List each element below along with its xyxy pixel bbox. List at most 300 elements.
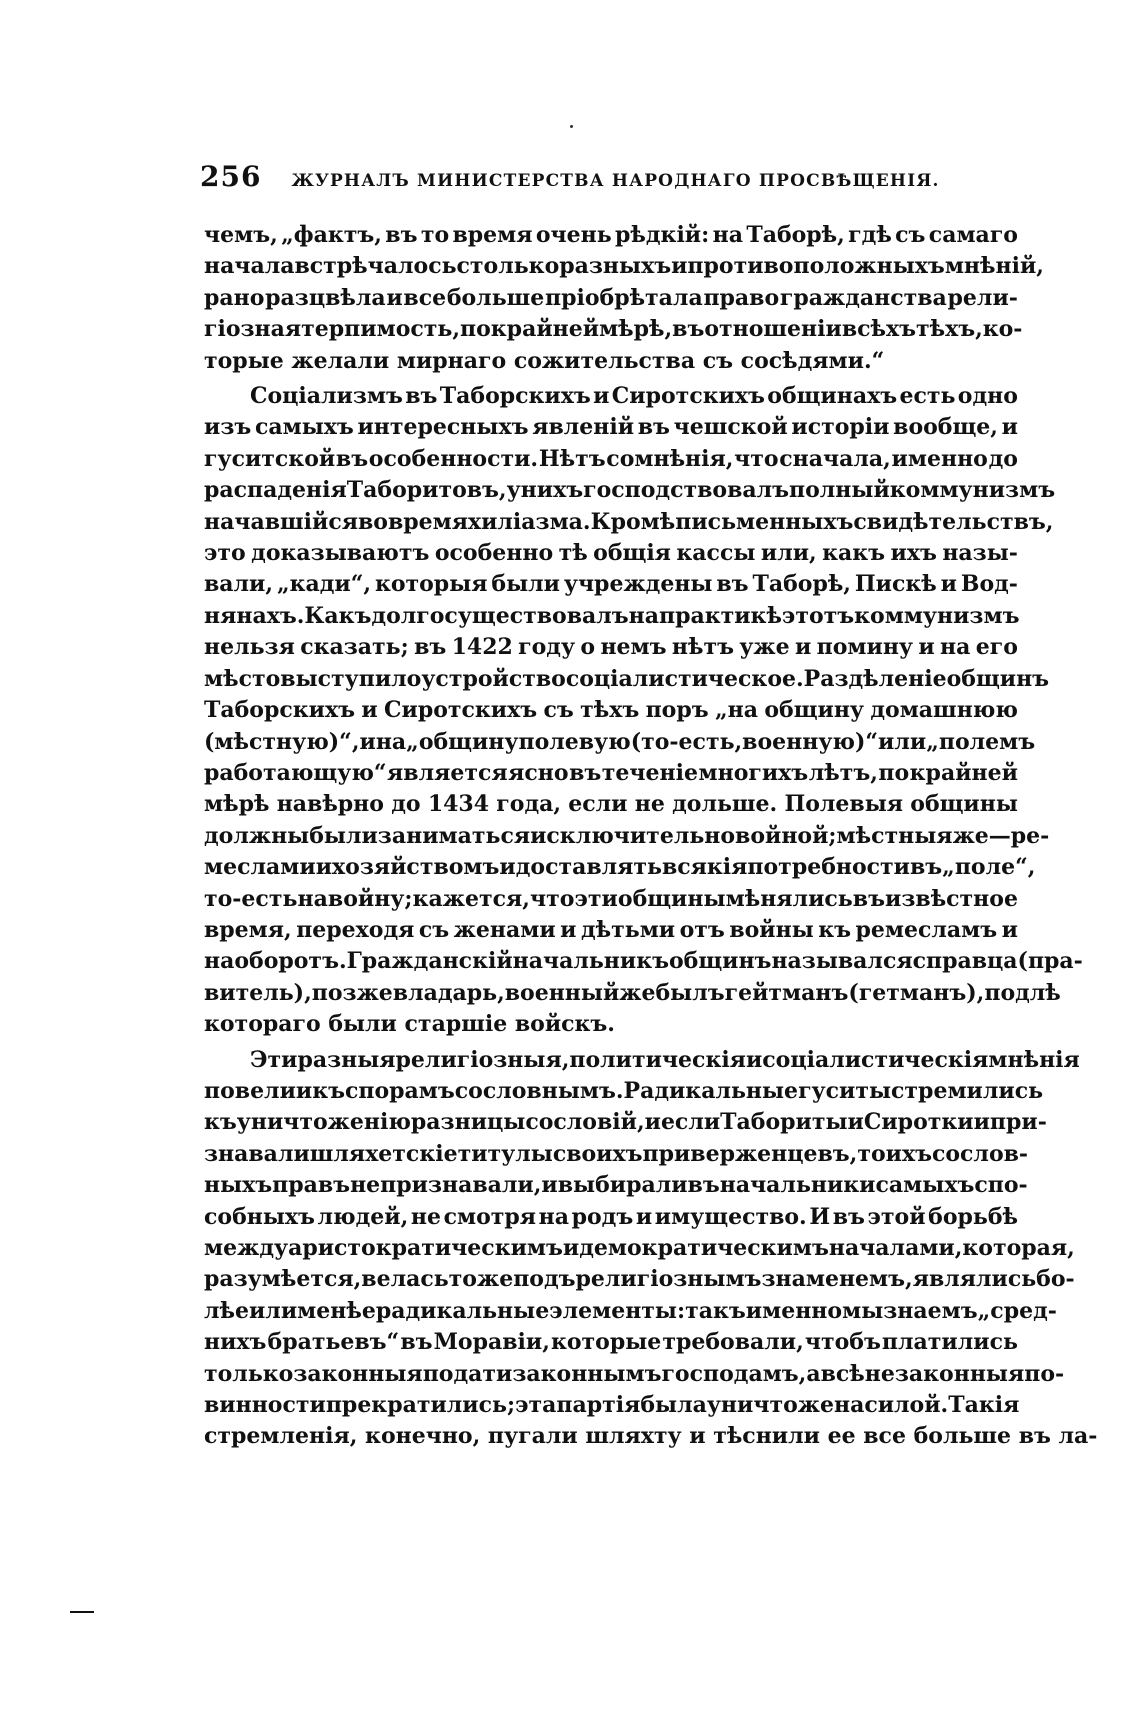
word: владарь, (392, 979, 505, 1006)
word: Нѣтъ (538, 445, 606, 472)
word: были (491, 571, 560, 598)
word: чешской (673, 414, 788, 441)
word: съ (418, 916, 450, 943)
word: вообще, (893, 414, 998, 441)
word: особенно (434, 540, 554, 567)
word: (то-есть, (630, 728, 743, 755)
word: 1422 (451, 634, 513, 661)
word: въ (672, 316, 705, 343)
word: потребности (747, 854, 910, 881)
word: если (568, 791, 628, 818)
word: полный (789, 477, 890, 504)
word: соціалистическое. (565, 665, 804, 692)
word: во (357, 508, 388, 535)
text-line (204, 821, 1050, 852)
word: время (452, 222, 533, 248)
word: года, (496, 791, 562, 818)
word: на (712, 222, 743, 248)
word: кажется, (412, 885, 530, 912)
word: заниматься (377, 822, 531, 849)
word: работающую“ (204, 759, 387, 786)
text-line (204, 789, 1018, 820)
word: (гетманъ), (848, 979, 985, 1006)
word: сослов- (931, 1140, 1029, 1167)
word: имущество. (654, 1203, 807, 1230)
word: военную)“ (742, 728, 879, 755)
word: является (387, 759, 508, 786)
word: политическія (569, 1046, 746, 1073)
word: мѣнялись (725, 885, 853, 912)
word: ре- (1010, 822, 1050, 849)
word: меслами (204, 854, 316, 881)
word: вали, (204, 571, 274, 598)
text-line (204, 283, 1018, 314)
word: хозяйствомъ (332, 854, 500, 881)
word: знаемъ (883, 1297, 978, 1324)
word: господамъ, (661, 1360, 807, 1387)
word: позже (311, 979, 393, 1006)
word: гуситской (204, 445, 336, 472)
word: правъ (272, 1172, 351, 1199)
word: общинъ (668, 948, 772, 975)
word: у (506, 477, 521, 504)
word: до (391, 791, 421, 818)
word: дѣтьми (581, 916, 676, 943)
word: Сиротскихъ (384, 697, 538, 724)
word: нельзя (204, 634, 295, 661)
text-line (204, 538, 1018, 569)
word: чтобъ (804, 1329, 881, 1356)
word: и (918, 634, 935, 661)
text-line (204, 507, 1054, 538)
word: чемъ, (204, 222, 278, 248)
word: не (634, 791, 665, 818)
word: что (529, 885, 575, 912)
word: въ (687, 1172, 720, 1199)
word: „кади“, (276, 571, 372, 598)
word: то (857, 1140, 886, 1167)
word: которыя (374, 571, 488, 598)
word: Моравіи, (433, 1329, 550, 1356)
word: демократическимъ (579, 1235, 829, 1261)
word: прекратились; (325, 1392, 516, 1419)
word: и (315, 854, 333, 881)
word: ихъ (890, 540, 937, 567)
word: разныя (297, 1046, 396, 1073)
word: требовали, (662, 1329, 804, 1356)
word: начальникъ (512, 948, 669, 975)
word: противоположныхъ (687, 253, 945, 280)
text-line (204, 1045, 1080, 1076)
word: и (671, 253, 688, 280)
word: письменныхъ (675, 508, 854, 535)
word: изъ (204, 414, 252, 441)
word: и (644, 1109, 661, 1136)
word: въ (852, 885, 885, 912)
word: извѣстное (885, 885, 1018, 912)
word: Таборѣ, (752, 571, 851, 598)
word: лѣтъ, (808, 759, 878, 786)
word: господствовалъ (583, 477, 789, 504)
word: къ (312, 1077, 345, 1104)
word: законнымъ (512, 1360, 662, 1387)
word: распаденія (204, 477, 347, 504)
word: и (794, 634, 812, 661)
word: свидѣтельствъ, (853, 508, 1054, 535)
word: общія (593, 540, 671, 567)
word: что (734, 445, 779, 472)
word: начальники (719, 1172, 876, 1199)
paragraph (204, 1045, 1098, 1453)
word: подати (422, 1360, 513, 1387)
word: и (295, 1077, 313, 1104)
word: немъ (600, 634, 667, 661)
word: въ (569, 759, 602, 786)
word: особенности. (368, 445, 539, 472)
word: мы (842, 1297, 884, 1324)
text-line (204, 220, 1018, 251)
word: спо- (974, 1172, 1028, 1199)
word: ясно (508, 759, 569, 786)
text-line (204, 251, 1044, 282)
word: повели (204, 1077, 296, 1104)
text-line (204, 1390, 1018, 1421)
word: и (635, 1203, 653, 1230)
word: войной; (735, 822, 837, 849)
word: теченіе (601, 759, 698, 786)
word: на (940, 634, 971, 661)
word: приверженцевъ, (642, 1140, 858, 1167)
word: разныхъ (559, 253, 672, 280)
word: соціалистическія (762, 1046, 989, 1073)
word: только (204, 1360, 294, 1387)
word: есть (899, 383, 956, 410)
word: тѣхъ, (915, 316, 983, 343)
word: по- (1024, 1360, 1065, 1387)
word: тѣ (558, 540, 588, 567)
word: „фактъ, (281, 222, 382, 248)
word: ко- (982, 316, 1023, 343)
word: велась (361, 1266, 449, 1293)
word: навѣрно (276, 791, 384, 818)
word: въ (910, 854, 943, 881)
word: устройство (421, 665, 566, 692)
word: начавшійся (204, 508, 358, 535)
word: и (361, 697, 378, 724)
word: на (375, 728, 407, 755)
word: И (809, 1203, 831, 1230)
text-line (204, 1076, 1044, 1107)
word: подъ (513, 1266, 576, 1293)
word: признавали, (380, 1172, 542, 1199)
word: религіозныя, (395, 1046, 570, 1073)
word: дольше. (672, 791, 778, 818)
word: въ (414, 634, 447, 661)
word: въ (405, 383, 438, 410)
word: отъ (679, 916, 725, 943)
word: съ (543, 697, 574, 724)
word: разницы (410, 1109, 526, 1136)
word: въ (832, 1203, 865, 1230)
word: встрѣчалось (294, 253, 457, 280)
word: Кромѣ (590, 508, 676, 535)
word: мѣстныя (836, 822, 953, 849)
word: были (309, 822, 378, 849)
word: не (350, 1172, 381, 1199)
word: разумѣется, (204, 1266, 362, 1293)
word: гуситы (798, 1077, 892, 1104)
word: отношеніи (704, 316, 842, 343)
text-line (204, 978, 1061, 1009)
text-line (204, 1233, 1075, 1264)
word: учреждены (563, 571, 713, 598)
text-line (204, 1296, 1057, 1327)
word: (пра- (1017, 948, 1083, 975)
word: Полевыя (784, 791, 904, 818)
word: войну; (327, 885, 413, 912)
word: полевую (518, 728, 631, 755)
word: всякія (661, 854, 748, 881)
word: его (975, 634, 1018, 661)
word: Соціализмъ (250, 383, 403, 410)
word: „на (714, 697, 758, 724)
text-line: торые желали мирнаго сожительства съ сосѣдями.“ (204, 347, 885, 374)
word: на (538, 1203, 569, 1230)
word: эта (515, 1392, 557, 1419)
word: то-есть (204, 885, 298, 912)
word: въ (637, 414, 670, 441)
word: одно (957, 383, 1018, 410)
page-number: 256 (200, 160, 262, 193)
word: которая, (962, 1235, 1075, 1261)
word: людей, (317, 1203, 409, 1230)
word: коммунизмъ (854, 602, 1020, 629)
word: спорамъ (344, 1077, 455, 1104)
running-title: ЖУРНАЛЪ МИНИСТЕРСТВА НАРОДНАГО ПРОСВѢЩЕНІЯ. (291, 171, 940, 191)
word: была (640, 1392, 707, 1419)
text-line (204, 1170, 1028, 1201)
word: нянахъ. (204, 602, 305, 629)
word: эти (574, 885, 618, 912)
word: крайней (909, 759, 1018, 786)
word: силой. (864, 1392, 949, 1419)
word: явленій (532, 414, 635, 441)
word: „сред- (977, 1297, 1057, 1324)
word: рели- (947, 284, 1018, 311)
word: время, (204, 916, 292, 943)
word: сомнѣнія, (606, 445, 734, 472)
text-line (204, 852, 1036, 883)
word: на (297, 885, 328, 912)
word: все (403, 284, 447, 311)
word: рѣдкій: (615, 222, 710, 248)
word: или (248, 1297, 298, 1324)
text-line (204, 1139, 1029, 1170)
word: время (387, 508, 468, 535)
word: ныхъ (204, 1172, 273, 1199)
word: коммунизмъ (889, 477, 1056, 504)
word: и (359, 728, 376, 755)
word: шляхетскіе (309, 1140, 458, 1167)
word: съ (895, 222, 926, 248)
word: незаконныя (864, 1360, 1025, 1387)
word: родъ (571, 1203, 634, 1230)
text-line (204, 475, 1056, 506)
word: Сиротскихъ (611, 383, 765, 410)
word: переходя (296, 916, 415, 943)
word: радикальные (375, 1297, 550, 1324)
word: какъ (822, 540, 886, 567)
word: хиліазма. (467, 508, 591, 535)
text-line (204, 727, 1036, 758)
word: то (420, 222, 450, 248)
word: Вод- (960, 571, 1018, 598)
word: смотря (443, 1203, 537, 1230)
word: менѣе (297, 1297, 376, 1324)
word: борьбѣ (928, 1203, 1018, 1230)
word: или, (760, 540, 817, 567)
text-line (204, 1359, 1065, 1390)
word: Какъ (304, 602, 372, 629)
word: выбирали (557, 1172, 688, 1199)
word: къ (818, 916, 852, 943)
word: сначала, (779, 445, 891, 472)
word: если (660, 1109, 721, 1136)
word: аристократическимъ (288, 1235, 563, 1261)
word: терпимость, (301, 316, 461, 343)
word: именно (745, 1297, 843, 1324)
word: — (988, 822, 1011, 849)
word: гдѣ (848, 222, 892, 248)
word: году (518, 634, 576, 661)
word: мѣрѣ (204, 791, 270, 818)
word: Сиротки (863, 1109, 974, 1136)
word: рано (204, 284, 265, 311)
word: этой (867, 1203, 926, 1230)
word: домашнюю (870, 697, 1018, 724)
word: и (499, 854, 516, 881)
word: къ (204, 1109, 237, 1136)
text-line (204, 601, 1018, 632)
word: мнѣній, (944, 253, 1044, 280)
word: Табориты (720, 1109, 848, 1136)
text-line (204, 664, 1050, 695)
text-line (204, 569, 1018, 600)
word: титулы (457, 1140, 553, 1167)
word: самыхъ (875, 1172, 975, 1199)
word: и (593, 383, 610, 410)
word: доказываютъ (251, 540, 430, 567)
word: это (204, 540, 246, 567)
word: пріобрѣтала (545, 284, 703, 311)
word: практикѣ (658, 602, 782, 629)
page-header (200, 160, 960, 200)
word: существовалъ (444, 602, 629, 629)
word: и (940, 571, 957, 598)
word: общины (617, 885, 726, 912)
word: а (806, 1360, 821, 1387)
word: столько (456, 253, 560, 280)
text-line (204, 1107, 1047, 1138)
word: больше (446, 284, 545, 311)
word: въ (716, 571, 749, 598)
word: подлѣ (984, 979, 1061, 1006)
word: такъ (685, 1297, 746, 1324)
text-line: стремленія, конечно, пугали шляхту и тѣснили ее все больше въ ла- (204, 1423, 1098, 1450)
word: или (878, 728, 927, 755)
word: религіознымъ (575, 1266, 762, 1293)
word: доставлять (515, 854, 662, 881)
word: кассы (676, 540, 756, 567)
word: начала (204, 253, 295, 280)
paragraph (204, 220, 1044, 377)
word: нѣтъ (671, 634, 734, 661)
word: витель), (204, 979, 312, 1006)
text-line: котораго были старшіе войскъ. (204, 1011, 615, 1038)
word: законныя (293, 1360, 423, 1387)
word: многихъ (698, 759, 809, 786)
word: назы- (942, 540, 1018, 567)
word: являлись (912, 1266, 1037, 1293)
text-line (204, 1327, 1018, 1358)
word: нихъ (204, 1329, 267, 1356)
margin-mark (70, 1611, 94, 1613)
word: уже (739, 634, 790, 661)
word: женами (453, 916, 556, 943)
word: знавали (204, 1140, 310, 1167)
word: уничтожена (706, 1392, 865, 1419)
word: тѣхъ (580, 697, 640, 724)
word: войны (729, 916, 814, 943)
text-line (204, 314, 1023, 345)
word: Радикальные (623, 1077, 799, 1104)
text-line (204, 695, 1018, 726)
word: очень (535, 222, 612, 248)
word: общинахъ (767, 383, 898, 410)
word: элементы: (549, 1297, 686, 1324)
word: интересныхъ (357, 414, 529, 441)
word: же (619, 979, 656, 1006)
word: наоборотъ. (204, 948, 347, 975)
word: всѣ (820, 1360, 865, 1387)
text-line (204, 1264, 1075, 1295)
word: справца (912, 948, 1018, 975)
word: (мѣстную)“, (204, 728, 360, 755)
word: всѣхъ (841, 316, 916, 343)
word: мѣрѣ, (599, 316, 673, 343)
word: братьевъ“ (267, 1329, 400, 1356)
word: по (460, 316, 491, 343)
word: началами, (828, 1235, 963, 1261)
word: въ (400, 1329, 433, 1356)
word: на (628, 602, 659, 629)
text-line (204, 381, 1018, 412)
word: и (541, 1172, 558, 1199)
word: 1434 (427, 791, 490, 818)
word: исключительно (530, 822, 736, 849)
word: назывался (771, 948, 913, 975)
word: и (562, 1235, 580, 1261)
word: знаменемъ, (761, 1266, 913, 1293)
word: этотъ (781, 602, 855, 629)
word: право (703, 284, 780, 311)
word: въ (385, 222, 418, 248)
word: должны (204, 822, 310, 849)
word: гіозная (204, 316, 302, 343)
word: собныхъ (204, 1203, 315, 1230)
word: бо- (1036, 1266, 1075, 1293)
word: при- (989, 1109, 1047, 1136)
